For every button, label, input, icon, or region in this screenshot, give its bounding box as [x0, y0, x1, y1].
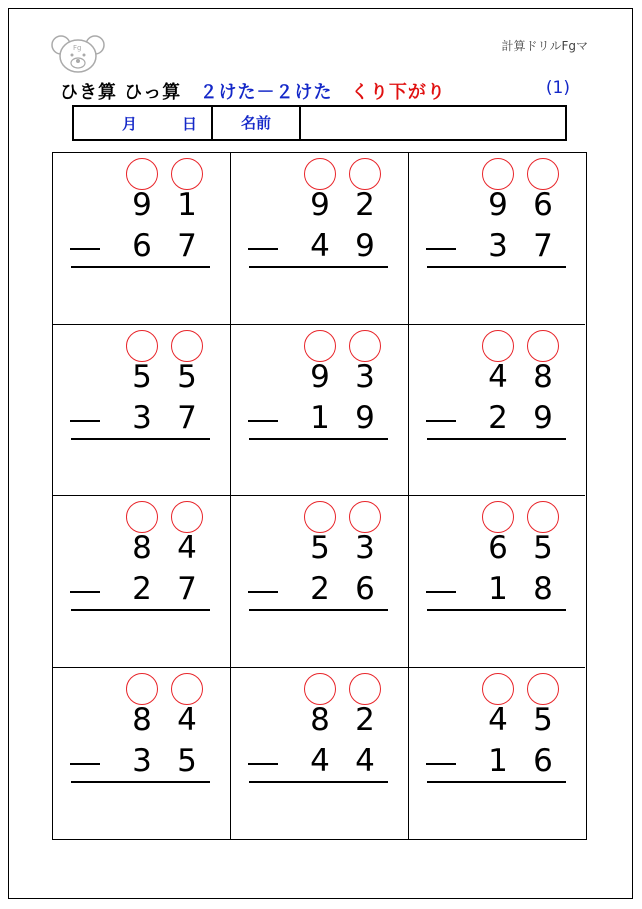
problem-cell — [53, 325, 231, 497]
minuend-ones-digit: 1 — [177, 187, 197, 223]
minuend-tens-digit: 5 — [310, 530, 330, 566]
answer-line — [427, 609, 566, 611]
subtrahend-ones-digit: 6 — [355, 571, 375, 607]
subtrahend-tens-digit: 1 — [488, 742, 508, 779]
minuend-ones-digit: 2 — [355, 187, 375, 223]
title-main: ひき算 ひっ算 — [60, 82, 182, 103]
subtrahend-ones-digit: 4 — [355, 742, 375, 779]
minuend-tens-digit: 8 — [132, 701, 152, 738]
problem-cell — [231, 325, 409, 497]
minus-sign — [70, 420, 100, 422]
minuend-ones-digit: 8 — [533, 358, 553, 395]
name-field[interactable] — [301, 107, 565, 139]
problem-cell — [231, 496, 409, 668]
subtrahend-tens-digit: 1 — [310, 399, 330, 436]
minuend-ones-digit: 4 — [177, 701, 197, 738]
title-highlight: くり下がり — [350, 82, 446, 103]
answer-line — [249, 438, 388, 440]
subtrahend-tens-digit: 2 — [310, 571, 330, 607]
minuend-tens-digit: 9 — [488, 187, 508, 223]
minuend-ones-digit: 3 — [355, 530, 375, 566]
subtrahend-ones-digit: 9 — [355, 228, 375, 264]
logo-text: Fg — [73, 44, 82, 52]
subtrahend-tens-digit: 3 — [488, 228, 508, 264]
problem-cell — [409, 153, 585, 325]
minuend-tens-digit: 8 — [310, 701, 330, 738]
name-label: 名前 — [213, 107, 301, 139]
minuend-ones-digit: 6 — [533, 187, 553, 223]
problem-cell — [231, 153, 409, 325]
subtrahend-tens-digit: 2 — [488, 399, 508, 436]
subtrahend-tens-digit: 6 — [132, 228, 152, 264]
minuend-ones-digit: 4 — [177, 530, 197, 566]
worksheet-title — [60, 78, 580, 102]
minus-sign — [70, 248, 100, 250]
minuend-ones-digit: 5 — [177, 358, 197, 395]
answer-line — [71, 266, 210, 268]
minuend-tens-digit: 9 — [310, 187, 330, 223]
problem-cell — [231, 668, 409, 840]
problem-cell — [409, 496, 585, 668]
subtrahend-ones-digit: 7 — [177, 228, 197, 264]
answer-line — [71, 781, 210, 783]
minuend-tens-digit: 6 — [488, 530, 508, 566]
subtrahend-tens-digit: 2 — [132, 571, 152, 607]
minuend-tens-digit: 5 — [132, 358, 152, 395]
answer-line — [427, 438, 566, 440]
problem-grid — [52, 152, 587, 840]
subtrahend-ones-digit: 7 — [177, 399, 197, 436]
subtrahend-tens-digit: 4 — [310, 742, 330, 779]
answer-line — [427, 781, 566, 783]
answer-line — [71, 438, 210, 440]
subtrahend-tens-digit: 4 — [310, 228, 330, 264]
minuend-ones-digit: 5 — [533, 530, 553, 566]
problem-cell — [53, 153, 231, 325]
month-label: 月 — [122, 115, 138, 133]
date-field[interactable] — [74, 107, 213, 139]
answer-line — [427, 266, 566, 268]
brand-label: 計算ドリルFgマ — [501, 39, 588, 53]
minuend-tens-digit: 9 — [132, 187, 152, 223]
answer-line — [249, 781, 388, 783]
minus-sign — [70, 763, 100, 765]
minus-sign — [70, 591, 100, 593]
title-sub: ２けた－２けた — [199, 82, 333, 103]
worksheet-number: (1) — [545, 78, 570, 98]
subtrahend-ones-digit: 5 — [177, 742, 197, 779]
answer-line — [249, 266, 388, 268]
minuend-ones-digit: 5 — [533, 701, 553, 738]
minuend-tens-digit: 8 — [132, 530, 152, 566]
minus-sign — [426, 591, 456, 593]
minus-sign — [426, 248, 456, 250]
minus-sign — [248, 763, 278, 765]
subtrahend-ones-digit: 6 — [533, 742, 553, 779]
minus-sign — [248, 591, 278, 593]
minuend-ones-digit: 3 — [355, 358, 375, 395]
minus-sign — [426, 420, 456, 422]
problem-cell — [409, 668, 585, 840]
bear-face-icon — [50, 34, 106, 74]
subtrahend-tens-digit: 3 — [132, 399, 152, 436]
minus-sign — [248, 248, 278, 250]
minuend-tens-digit: 9 — [310, 358, 330, 395]
subtrahend-tens-digit: 1 — [488, 571, 508, 607]
subtrahend-tens-digit: 3 — [132, 742, 152, 779]
problem-cell — [53, 668, 231, 840]
subtrahend-ones-digit: 9 — [533, 399, 553, 436]
subtrahend-ones-digit: 9 — [355, 399, 375, 436]
problem-cell — [53, 496, 231, 668]
day-label: 日 — [182, 115, 198, 133]
info-row — [72, 105, 567, 141]
answer-line — [71, 609, 210, 611]
subtrahend-ones-digit: 7 — [533, 228, 553, 264]
minus-sign — [426, 763, 456, 765]
subtrahend-ones-digit: 8 — [533, 571, 553, 607]
minuend-tens-digit: 4 — [488, 358, 508, 395]
problem-cell — [409, 325, 585, 497]
minus-sign — [248, 420, 278, 422]
minuend-ones-digit: 2 — [355, 701, 375, 738]
minuend-tens-digit: 4 — [488, 701, 508, 738]
subtrahend-ones-digit: 7 — [177, 571, 197, 607]
answer-line — [249, 609, 388, 611]
